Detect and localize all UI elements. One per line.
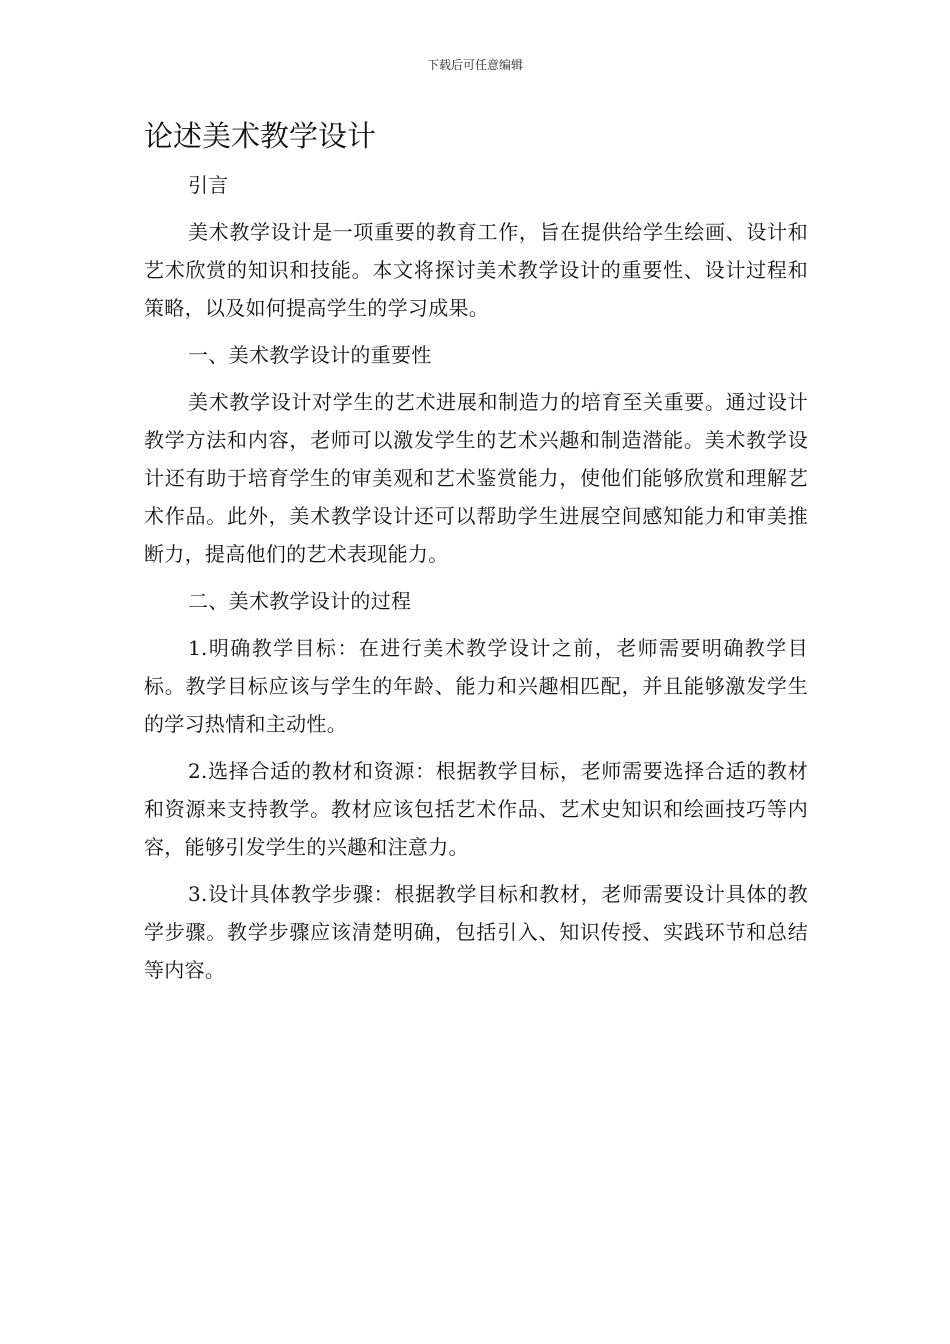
step-3-paragraph: 3.设计具体教学步骤：根据教学目标和教材，老师需要设计具体的教学步骤。教学步骤应该清楚明确，包括引入、知识传授、实践环节和总结等内容。 <box>144 882 808 982</box>
section2-heading: 二、美术教学设计的过程 <box>188 589 412 613</box>
section1-paragraph: 美术教学设计对学生的艺术进展和制造力的培育至关重要。通过设计教学方法和内容，老师可以激发学生的艺术兴趣和制造潜能。美术教学设计还有助于培育学生的审美观和艺术鉴赏能力，使他们能够欣赏和理解艺术作品。此外，美术教学设计还可以帮助学生进展空间感知能力和审美推断力，提高他们的艺术表现能力。 <box>144 390 808 566</box>
intro-heading: 引言 <box>188 173 229 197</box>
step-2-paragraph: 2.选择合适的教材和资源：根据教学目标，老师需要选择合适的教材和资源来支持教学。教材应该包括艺术作品、艺术史知识和绘画技巧等内容，能够引发学生的兴趣和注意力。 <box>144 759 808 859</box>
document-body <box>144 166 808 998</box>
document-title: 论述美术教学设计 <box>144 119 377 153</box>
intro-paragraph: 美术教学设计是一项重要的教育工作，旨在提供给学生绘画、设计和艺术欣赏的知识和技能。本文将探讨美术教学设计的重要性、设计过程和策略，以及如何提高学生的学习成果。 <box>144 220 808 320</box>
section1-heading: 一、美术教学设计的重要性 <box>188 343 432 367</box>
header-note: 下载后可任意编辑 <box>426 58 523 72</box>
step-1-paragraph: 1.明确教学目标：在进行美术教学设计之前，老师需要明确教学目标。教学目标应该与学生的年龄、能力和兴趣相匹配，并且能够激发学生的学习热情和主动性。 <box>144 636 808 736</box>
